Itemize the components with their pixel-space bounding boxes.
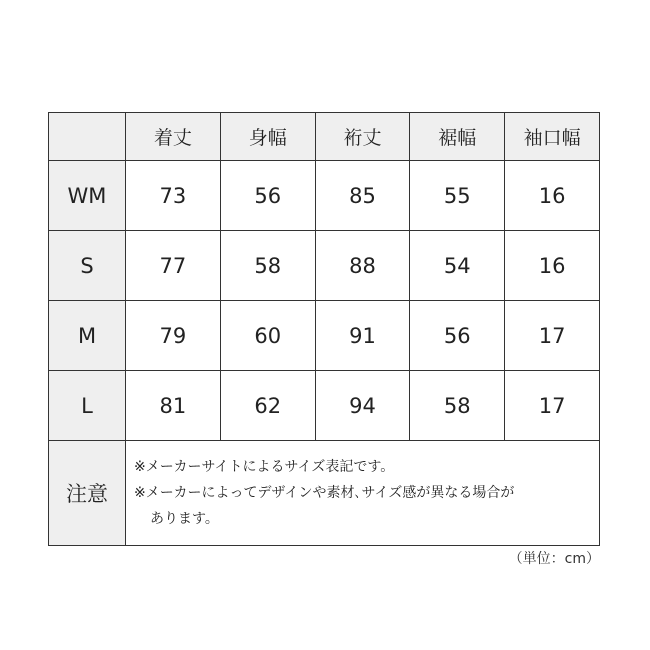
table-row [49, 301, 600, 371]
note-line: あります。 [150, 511, 219, 527]
unit-label: （単位：cm） [508, 551, 600, 567]
table-cell: 73 [126, 161, 221, 231]
note-line: ※メーカーによってデザインや素材､サイズ感が異なる場合が [134, 485, 515, 501]
header-hem-width: 裾幅 [410, 113, 505, 161]
table-cell: 17 [505, 371, 600, 441]
header-row [49, 113, 600, 161]
table-row [49, 231, 600, 301]
table-cell: 62 [220, 371, 315, 441]
size-label: WM [49, 161, 126, 231]
table-cell: 77 [126, 231, 221, 301]
size-label: S [49, 231, 126, 301]
table-row [49, 161, 600, 231]
header-width: 身幅 [220, 113, 315, 161]
table-cell: 85 [315, 161, 410, 231]
header-length: 着丈 [126, 113, 221, 161]
table-cell: 55 [410, 161, 505, 231]
table-cell: 56 [410, 301, 505, 371]
table-cell: 17 [505, 301, 600, 371]
notes-cell [126, 441, 600, 546]
table-cell: 54 [410, 231, 505, 301]
table-cell: 58 [220, 231, 315, 301]
table-cell: 58 [410, 371, 505, 441]
table-cell: 79 [126, 301, 221, 371]
header-corner-cell [49, 113, 126, 161]
header-cuff-width: 袖口幅 [505, 113, 600, 161]
notes-row [49, 441, 600, 546]
table-cell: 60 [220, 301, 315, 371]
size-label: L [49, 371, 126, 441]
table-cell: 81 [126, 371, 221, 441]
note-line: ※メーカーサイトによるサイズ表記です。 [134, 459, 395, 475]
table-cell: 16 [505, 231, 600, 301]
table-cell: 16 [505, 161, 600, 231]
table-row [49, 371, 600, 441]
header-sleeve-length: 裄丈 [315, 113, 410, 161]
table-cell: 91 [315, 301, 410, 371]
notes-label: 注意 [49, 441, 126, 546]
size-label: M [49, 301, 126, 371]
table-cell: 94 [315, 371, 410, 441]
table-cell: 88 [315, 231, 410, 301]
table-cell: 56 [220, 161, 315, 231]
size-table [48, 112, 600, 546]
